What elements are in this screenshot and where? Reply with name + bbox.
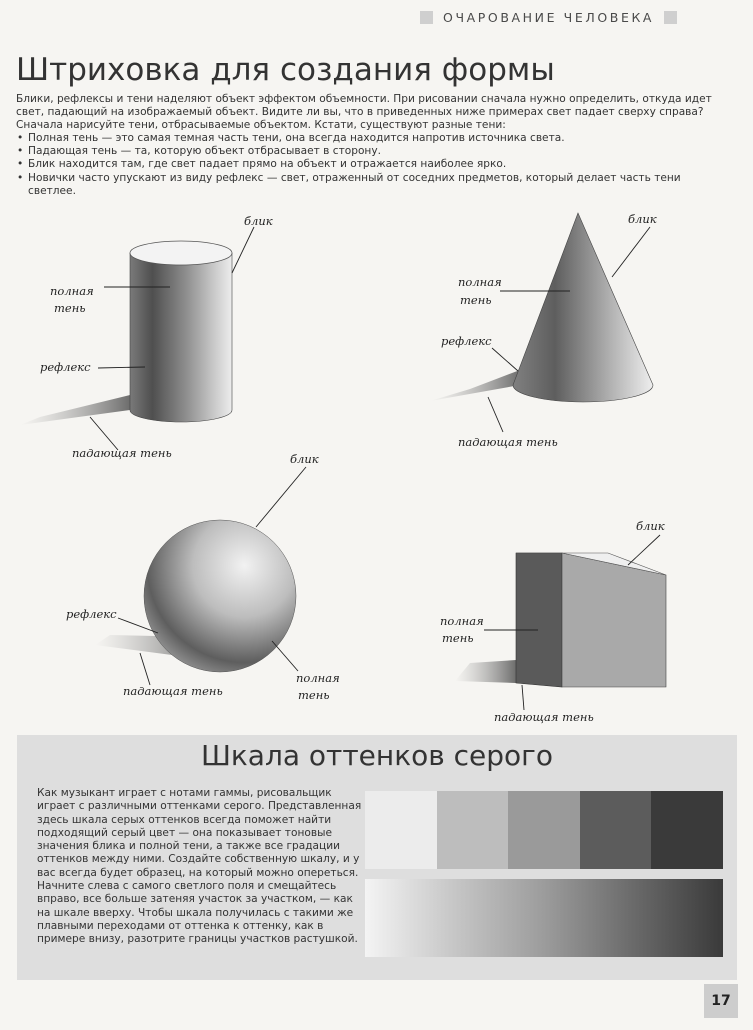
cylinder-figure [20,214,273,460]
cylinder-core-shadow-label-2: тень [54,301,86,315]
cube-highlight-line [628,535,660,565]
header-square-left [420,11,433,24]
cube-core-shadow-label: полная [440,614,484,628]
grayscale-section [17,735,737,980]
cone-figure [430,212,657,449]
cube-dark-face [516,553,562,687]
intro-block [16,93,716,198]
grayscale-paragraph: Как музыкант играет с нотами гаммы, рисовальщик играет с различными оттенками серого. Представленная здесь шкала серых оттенков всегда поможет найти подходящий серый цвет — она показывает тоновые значения блика и полной тени, а также все градации оттенков между ними. Создайте собственную шкалу, и у вас всегда будет образец, на который можно опереться. Начните слева с самого светлого поля и смещайтесь вправо, все больше затеняя участок за участком, — как на шкале вверху. Чтобы шкала получилась с такими же плавными переходами от оттенка к оттенку, как в примере внизу, разотрите границы участков растушкой. [37,787,362,946]
tone-scale-gradient [365,879,723,957]
list-item: • Полная тень — это самая темная часть тени, она всегда находится напротив источника света. [16,132,716,145]
list-item: • Новички часто упускают из виду рефлекс — свет, отраженный от соседних предметов, который делает часть тени светлее. [16,172,716,198]
sphere-body [144,520,296,672]
cylinder-top [130,241,232,265]
running-title: ОЧАРОВАНИЕ ЧЕЛОВЕКА [443,9,655,25]
cube-figure [440,519,666,724]
sphere-reflex-label: рефлекс [66,607,117,621]
grayscale-heading: Шкала оттенков серого [200,739,554,772]
cone-reflex-line [492,348,518,371]
cylinder-highlight-line [232,227,254,273]
shadow-types-list [16,132,716,197]
page-title: Штриховка для создания формы [16,52,555,88]
cone-cast-shadow [430,370,520,401]
tone-swatch [508,791,580,869]
cube-cast-shadow-label: падающая тень [494,710,594,724]
cone-cast-shadow-line [488,397,503,432]
header-square-right [664,11,677,24]
cube-cast-shadow [455,660,516,683]
tone-swatch [365,791,437,869]
sphere-core-shadow-label: полная [296,671,340,685]
running-header [420,8,720,26]
cylinder-body [130,253,232,422]
cube-highlight-label: блик [636,519,665,533]
tone-swatch [437,791,509,869]
sphere-cast-shadow-label: падающая тень [123,684,223,698]
cone-highlight-label: блик [628,212,657,226]
cone-cast-shadow-label: падающая тень [458,435,558,449]
sphere-highlight-line [256,467,306,527]
cylinder-reflex-label: рефлекс [40,360,91,374]
page-number: 17 [704,984,738,1018]
cube-front-face [562,553,666,687]
sphere-core-shadow-label-2: тень [298,688,330,702]
cube-core-shadow-label-2: тень [442,631,474,645]
cone-core-shadow-label-2: тень [460,293,492,307]
sphere-cast-shadow-line [140,653,150,685]
tone-swatch [651,791,723,869]
cube-cast-shadow-line [522,685,524,710]
tone-swatch [580,791,652,869]
cone-core-shadow-label: полная [458,275,502,289]
cylinder-cast-shadow-label: падающая тень [72,446,172,460]
cone-body [513,213,653,402]
intro-paragraph: Блики, рефлексы и тени наделяют объект эффектом объемности. При рисовании сначала нужно определить, откуда идет свет, падающий на изображаемый объект. Видите ли вы, что в приведенных ниже примерах свет падает сверху справа? Сначала нарисуйте тени, отбрасываемые объектом. Кстати, существуют разные тени: [16,93,712,132]
cone-highlight-line [612,227,650,277]
sphere-figure [66,452,340,702]
cylinder-cast-shadow [20,395,130,425]
sphere-core-shadow-line [272,641,298,671]
cone-reflex-label: рефлекс [441,334,492,348]
shading-figures [0,205,753,730]
list-item: • Падающая тень — та, которую объект отбрасывает в сторону. [16,145,716,158]
grayscale-text [37,787,365,947]
tone-scale-steps [365,791,723,869]
sphere-highlight-label: блик [290,452,319,466]
cylinder-highlight-label: блик [244,214,273,228]
cylinder-core-shadow-label: полная [50,284,94,298]
list-item: • Блик находится там, где свет падает прямо на объект и отражается наиболее ярко. [16,158,716,171]
